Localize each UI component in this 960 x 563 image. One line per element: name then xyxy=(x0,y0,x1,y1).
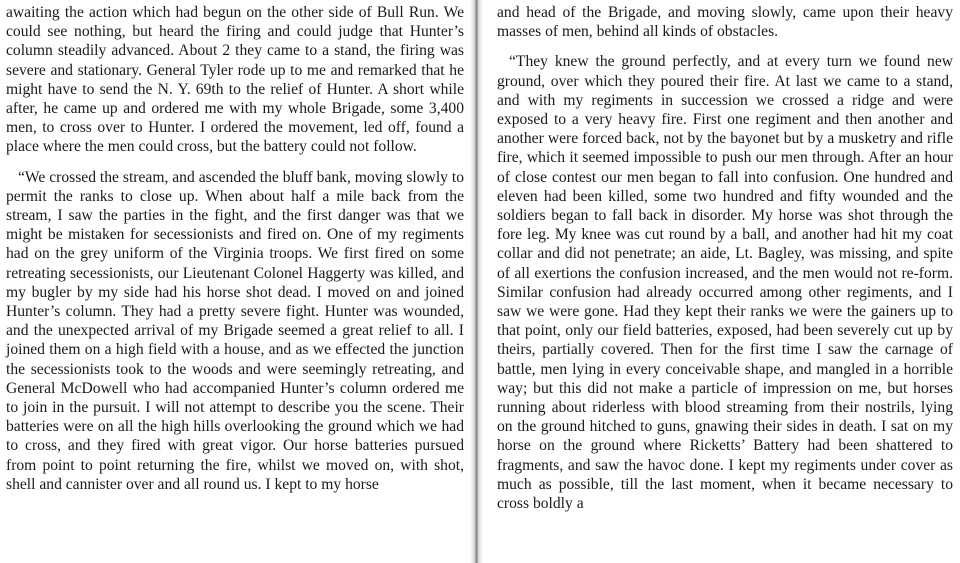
left-paragraph-1: awaiting the action which had begun on the other side of Bull Run. We could see nothing, but heard the firing and could judge that Hunter’s column steadily advanced. About 2 they came to a stand, the firing was severe and stationary. General Tyler rode up to me and remarked that he might have to send the N. Y. 69th to the relief of Hunter. A short while after, he came up and ordered me with my whole Brigade, some 3,400 men, to cross over to Hunter. I ordered the movement, led off, found a place where the men could cross, but the battery could not follow. xyxy=(6,4,464,156)
right-paragraph-1: and head of the Brigade, and moving slowly, came upon their heavy masses of men, behind all kinds of obstacles. xyxy=(497,4,953,41)
book-gutter xyxy=(470,0,483,563)
left-page xyxy=(0,0,470,563)
right-paragraph-2: “They knew the ground perfectly, and at every turn we found new ground, over which they poured their fire. At last we came to a stand, and with my regiments in succession we crossed a ridge and were exposed to a very heavy fire. First one regiment and then another and another were forced back, not by the bayonet but by a musketry and rifle fire, which it seemed impossible to push our men through. After an hour of close contest our men began to fall into confusion. One hundred and eleven had been killed, some two hundred and fifty wounded and the soldiers began to fall back in disorder. My horse was shot through the fore leg. My knee was cut round by a ball, and another had hit my coat collar and did not penetrate; an aide, Lt. Bagley, was missing, and spite of all exertions the confusion increased, and the men would not re-form. Similar confusion had already occurred among other regiments, and I saw we were gone. Had they kept their ranks we were the gainers up to that point, only our field batteries, exposed, had been severely cut up by theirs, partially covered. Then for the first time I saw the carnage of battle, men lying in every conceivable shape, and mangled in a horrible way; but this did not make a particle of impression on me, but horses running about riderless with blood streaming from their nostrils, lying on the ground hitched to guns, gnawing their sides in death. I sat on my horse on the ground where Ricketts’ Battery had been shattered to fragments, and saw the havoc done. I kept my regiments under cover as much as possible, till the last moment, when it became necessary to cross boldly a xyxy=(497,53,953,513)
right-page xyxy=(483,0,960,563)
left-paragraph-2: “We crossed the stream, and ascended the bluff bank, moving slowly to permit the ranks to close up. When about half a mile back from the stream, I saw the parties in the fight, and the first danger was that we might be mistaken for secessionists and fired on. One of my regiments had on the grey uniform of the Virginia troops. We first fired on some retreating secessionists, our Lieutenant Colonel Haggerty was killed, and my bugler by my side had his horse shot dead. I moved on and joined Hunter’s column. They had a pretty severe fight. Hunter was wounded, and the unexpected arrival of my Brigade seemed a great relief to all. I joined them on a high field with a house, and as we effected the junction the secessionists took to the woods and were seemingly retreating, and General McDowell who had accompanied Hunter’s column ordered me to join in the pursuit. I will not attempt to describe you the scene. Their batteries were on all the high hills overlooking the ground which we had to cross, and they fired with great vigor. Our horse batteries pursued from point to point returning the fire, whilst we moved on, with shot, shell and cannister over and all round us. I kept to my horse xyxy=(6,168,464,493)
